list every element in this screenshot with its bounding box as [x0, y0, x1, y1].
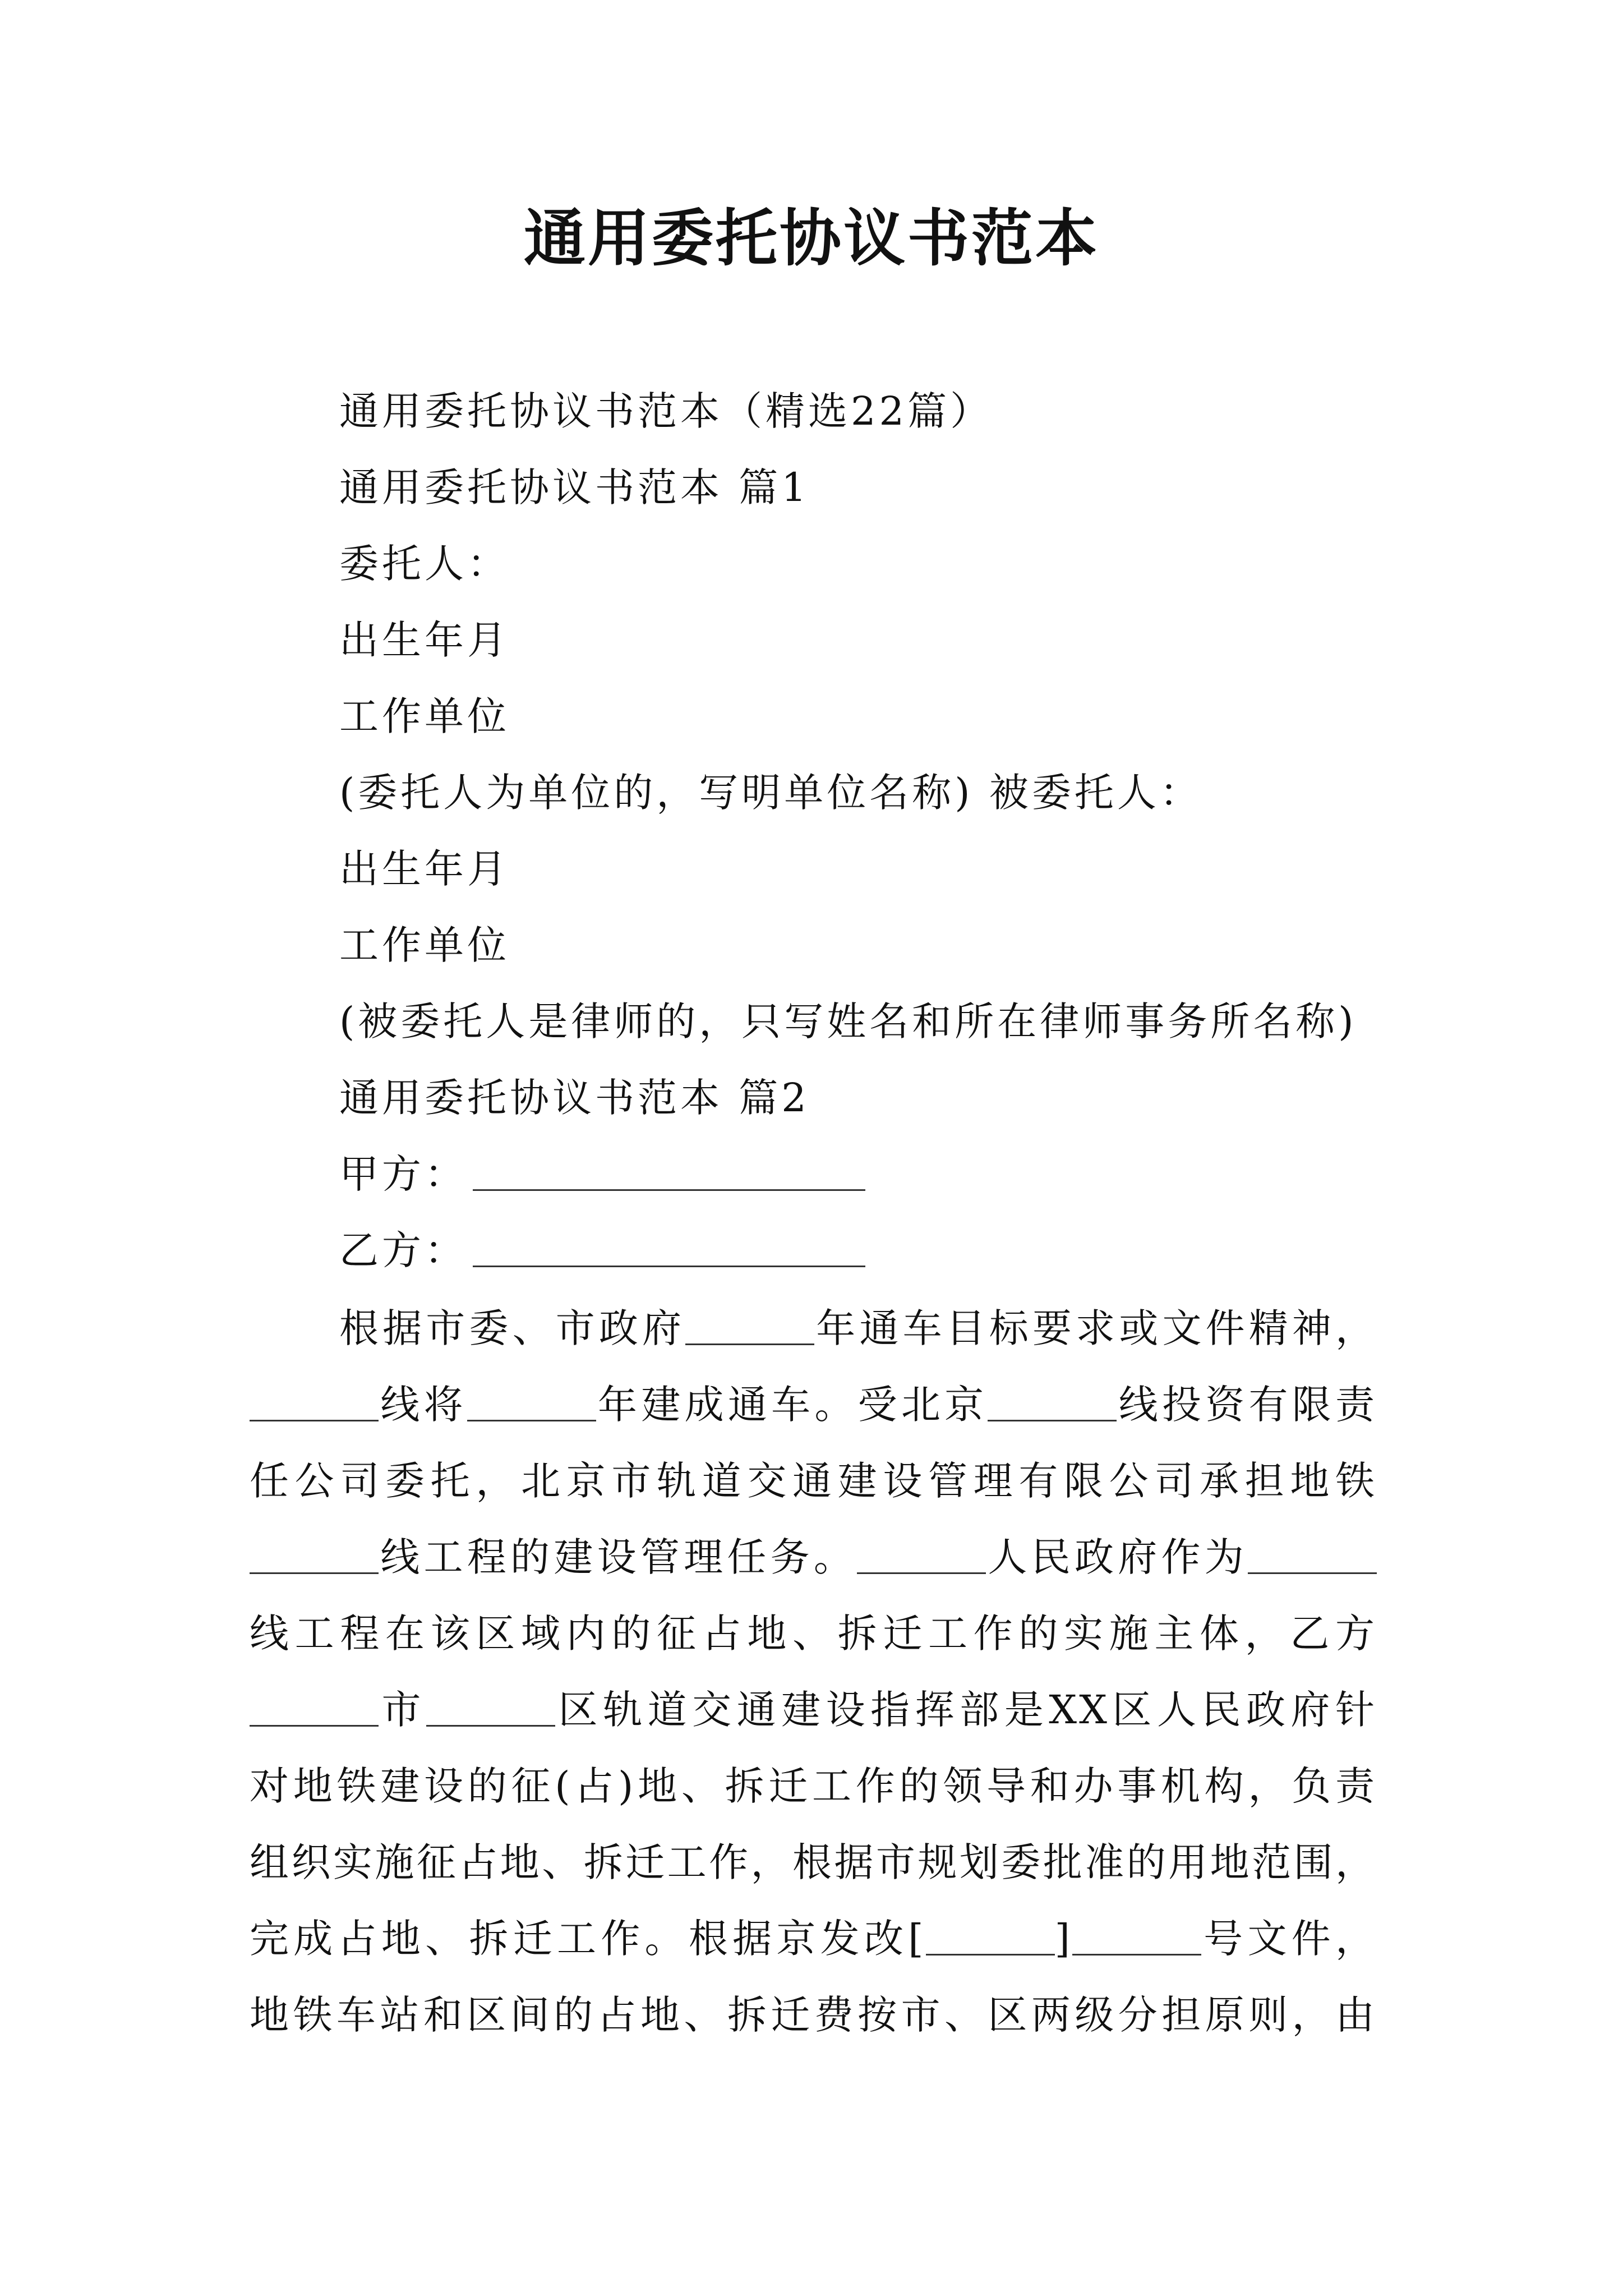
- blank-run: [685, 1309, 814, 1345]
- blank-run: [250, 1690, 379, 1727]
- text-run: 区轨道交通建设指挥部是XX区人民政府针: [555, 1687, 1377, 1733]
- blank-run: [857, 1538, 986, 1574]
- party-b-label: 乙方：: [339, 1227, 467, 1273]
- text-run: 完成占地、拆迁工作。根据京发改[: [250, 1916, 926, 1962]
- text-run: 年通车目标要求或文件精神，: [814, 1305, 1377, 1351]
- party-b-line: [339, 1212, 1405, 1289]
- principal-note-and-agent-label: (委托人为单位的，写明单位名称) 被委托人：: [339, 770, 1202, 816]
- text-run: 线投资有限责: [1117, 1382, 1377, 1428]
- text-run: 人民政府作为: [986, 1534, 1248, 1580]
- agent-work-unit-label: 工作单位: [339, 922, 510, 968]
- paragraph-line: [250, 1519, 1377, 1595]
- text-run: 线工程的建设管理任务。: [379, 1534, 857, 1580]
- blank-run: [426, 1690, 555, 1727]
- paragraph-line: [250, 1366, 1377, 1443]
- paragraph-line: [250, 1672, 1377, 1748]
- paragraph-line: 线工程在该区域内的征占地、拆迁工作的实施主体，乙方: [250, 1611, 1377, 1657]
- party-b-blank: [473, 1231, 865, 1267]
- body-paragraph: [250, 1290, 1377, 2053]
- paragraph-line: 对地铁建设的征(占)地、拆迁工作的领导和办事机构，负责: [250, 1763, 1377, 1809]
- document-title: 通用委托协议书范本: [524, 202, 1099, 274]
- subtitle-line: 通用委托协议书范本（精选22篇）: [339, 388, 993, 434]
- text-run: 线将: [379, 1382, 467, 1428]
- lawyer-note: (被委托人是律师的，只写姓名和所在律师事务所名称): [339, 999, 1357, 1045]
- document-header-lines: [339, 373, 1405, 1289]
- blank-run: [250, 1385, 379, 1421]
- blank-run: [1072, 1919, 1201, 1955]
- paragraph-line: 地铁车站和区间的占地、拆迁费按市、区两级分担原则，由: [250, 1992, 1377, 2038]
- paragraph-line: [250, 1290, 1377, 1366]
- blank-run: [926, 1919, 1055, 1955]
- section-heading-1: 通用委托协议书范本 篇1: [339, 464, 810, 510]
- blank-run: [988, 1385, 1117, 1421]
- paragraph-line: [250, 1901, 1377, 1977]
- party-a-line: [339, 1136, 1405, 1212]
- blank-run: [467, 1385, 596, 1421]
- party-a-blank: [473, 1154, 865, 1191]
- blank-run: [250, 1538, 379, 1574]
- paragraph-line: 组织实施征占地、拆迁工作，根据市规划委批准的用地范围，: [250, 1839, 1377, 1885]
- agent-birth-date-label: 出生年月: [339, 846, 510, 892]
- birth-date-label: 出生年月: [339, 617, 510, 663]
- work-unit-label: 工作单位: [339, 693, 510, 739]
- blank-run: [1248, 1538, 1377, 1574]
- text-run: 市: [379, 1687, 427, 1733]
- text-run: ]: [1054, 1916, 1072, 1962]
- principal-label: 委托人：: [339, 541, 510, 587]
- text-run: 号文件，: [1201, 1916, 1377, 1962]
- text-run: 根据市委、市政府: [339, 1305, 686, 1351]
- text-run: 年建成通车。受北京: [596, 1382, 988, 1428]
- paragraph-line: 任公司委托，北京市轨道交通建设管理有限公司承担地铁: [250, 1458, 1377, 1504]
- section-heading-2: 通用委托协议书范本 篇2: [339, 1075, 810, 1121]
- party-a-label: 甲方：: [339, 1151, 467, 1197]
